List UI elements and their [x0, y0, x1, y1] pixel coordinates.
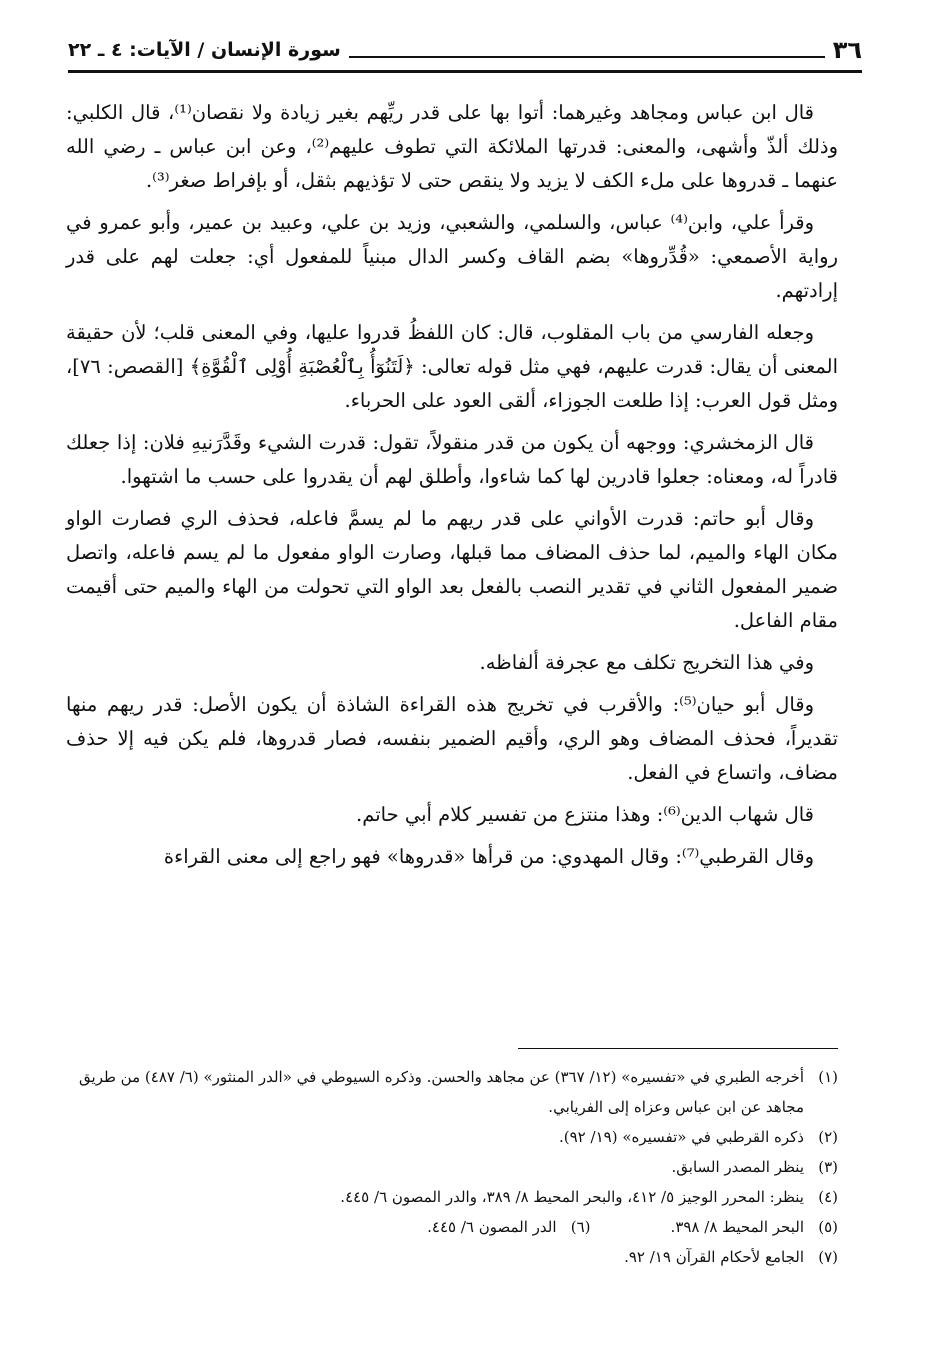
footnote — [66, 1152, 838, 1182]
paragraph: قال شهاب الدين⁽⁶⁾: وهذا منتزع من تفسير كلام أبي حاتم. — [356, 803, 814, 826]
footnote-number: (٤) — [818, 1188, 838, 1206]
header-line — [349, 56, 825, 58]
page-number: ٣٦ — [832, 36, 862, 64]
footnote-number: (٢) — [818, 1128, 838, 1146]
paragraph: وقال أبو حيان⁽⁵⁾: والأقرب في تخريج هذه القراءة الشاذة أن يكون الأصل: قدر ريهم منها تقديراً، فحذف المضاف وهو الري، وأقيم الضمير بنفسه، فصار قدروها، فلم يكن فيه إلا حذف مضاف، واتساع في الفعل. — [66, 693, 838, 784]
footnote-text: أخرجه الطبري في «تفسيره» (١٢/ ٣٦٧) عن مجاهد والحسن. وذكره السيوطي في «الدر المنثور» (٦/ ٤٨٧) من طريق مجاهد عن ابن عباس وعزاه إلى الفريابي. — [79, 1068, 804, 1116]
running-header — [68, 30, 862, 70]
paragraph: وفي هذا التخريج تكلف مع عجرفة ألفاظه. — [479, 651, 814, 674]
footnote — [66, 1242, 838, 1272]
footnotes — [66, 1062, 838, 1272]
footnote-text: البحر المحيط ٨/ ٣٩٨. — [670, 1218, 804, 1236]
footnote-text: الدر المصون ٦/ ٤٤٥. — [427, 1218, 557, 1236]
footnote-text: الجامع لأحكام القرآن ١٩/ ٩٢. — [624, 1248, 804, 1266]
paragraph: وجعله الفارسي من باب المقلوب، قال: كان اللفظُ قدروا عليها، وفي المعنى قلب؛ لأن حقيقة المعنى أن يقال: قدرت عليهم، فهي مثل قوله تعالى: ﴿لَتَنُوٓأُ بِٱلْعُصْبَةِ أُوْلِى ٱلْقُوَّةِ﴾ [القصص: ٧٦]، ومثل قول العرب: إذا طلعت الجوزاء، ألقى العود على الحرباء. — [66, 321, 838, 412]
footnote-number: (٥) — [818, 1218, 838, 1236]
paragraph: وقال القرطبي⁽⁷⁾: وقال المهدوي: من قرأها «قدروها» فهو راجع إلى معنى القراءة — [163, 845, 814, 868]
footnote-separator — [518, 1048, 838, 1049]
footnote — [66, 1122, 838, 1152]
footnote-text: ذكره القرطبي في «تفسيره» (١٩/ ٩٢). — [559, 1128, 804, 1146]
footnote — [66, 1182, 838, 1212]
footnote — [671, 1212, 838, 1242]
header-rule — [68, 70, 862, 73]
paragraph: وقرأ علي، وابن⁽⁴⁾ عباس، والسلمي، والشعبي، وزيد بن علي، وعبيد بن عمير، وأبو عمرو في رواية الأصمعي: «قُدِّروها» بضم القاف وكسر الدال مبنياً للمفعول أي: جعلت لهم على قدر إرادتهم. — [66, 211, 838, 302]
footnote-number: (٦) — [570, 1218, 591, 1236]
header-title: سورة الإنسان / الآيات: ٤ ـ ٢٢ — [68, 39, 341, 61]
footnote-text: ينظر المصدر السابق. — [671, 1158, 804, 1176]
footnote-number: (٧) — [818, 1248, 838, 1266]
footnote — [66, 1062, 838, 1122]
footnote-number: (٣) — [818, 1158, 838, 1176]
paragraph: قال ابن عباس ومجاهد وغيرهما: أتوا بها على قدر ريِّهم بغير زيادة ولا نقصان⁽¹⁾، قال الكلبي: وذلك ألذّ وأشهى، والمعنى: قدرتها الملائكة التي تطوف عليهم⁽²⁾، وعن ابن عباس ـ رضي الله عنهما ـ قدروها على ملء الكف لا يزيد ولا ينقص حتى لا تؤذيهم بثقل، أو بإفراط صغر⁽³⁾. — [66, 101, 838, 192]
footnote-number: (١) — [818, 1068, 838, 1086]
paragraph: قال الزمخشري: ووجهه أن يكون من قدر منقولاً، تقول: قدرت الشيء وقَدَّرَنيهِ فلان: إذا جعلك قادراً له، ومعناه: جعلوا قادرين لها كما شاءوا، وأطلق لهم أن يقدروا على حسب ما اشتهوا. — [66, 431, 838, 488]
paragraph: وقال أبو حاتم: قدرت الأواني على قدر ريهم ما لم يسمَّ فاعله، فحذف الري فصارت الواو مكان الهاء والميم، لما حذف المضاف مما قبلها، وصارت الواو مفعول ما لم يسم فاعله، واتصل ضمير المفعول الثاني في تقدير النصب بالفعل بعد الواو التي تحولت من الهاء والميم حتى أقيمت مقام الفاعل. — [66, 507, 838, 632]
footnote-row — [66, 1212, 838, 1242]
main-text — [66, 96, 838, 882]
footnote — [427, 1212, 590, 1242]
footnote-text: ينظر: المحرر الوجيز ٥/ ٤١٢، والبحر المحيط ٨/ ٣٨٩، والدر المصون ٦/ ٤٤٥. — [340, 1188, 804, 1206]
